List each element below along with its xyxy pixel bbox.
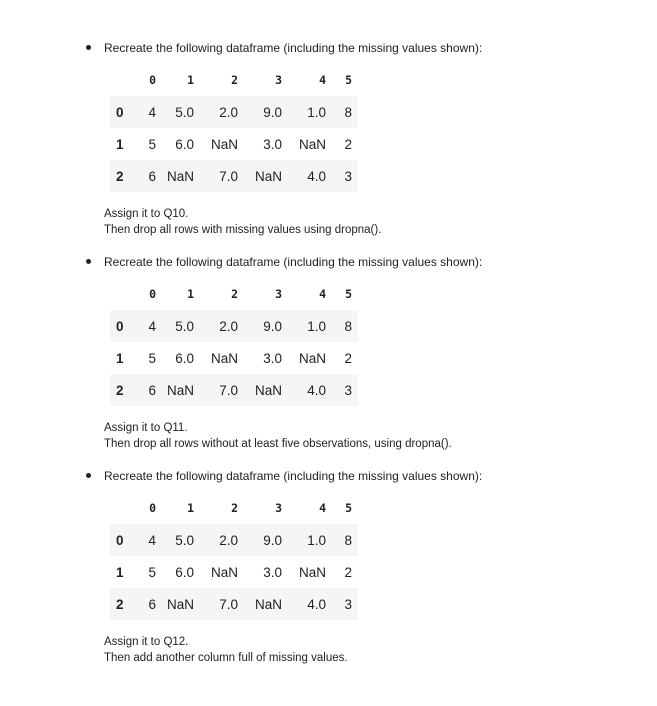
table-cell: 3.0 [238, 556, 282, 588]
column-header: 1 [156, 64, 194, 96]
table-cell: 8 [326, 524, 358, 556]
table-header-row [110, 64, 358, 96]
table-cell: 5 [142, 342, 156, 374]
header-index-cell [110, 278, 142, 310]
bullet-icon [86, 259, 91, 264]
table-cell: 2.0 [194, 524, 238, 556]
table-cell: 2 [326, 342, 358, 374]
exercise-note [104, 634, 348, 666]
column-header: 3 [238, 64, 282, 96]
table-cell: NaN [156, 160, 194, 192]
table-row [110, 556, 358, 588]
column-header: 2 [194, 64, 238, 96]
table-cell: 7.0 [194, 160, 238, 192]
table-cell: 2 [326, 556, 358, 588]
table-cell: 3.0 [238, 128, 282, 160]
note-line-instruction: Then drop all rows without at least five observations, using dropna(). [104, 438, 452, 450]
table-cell: 5.0 [156, 524, 194, 556]
header-index-cell [110, 492, 142, 524]
exercise-prompt: Recreate the following dataframe (including the missing values shown): [104, 41, 483, 55]
column-header: 0 [142, 64, 156, 96]
header-index-cell [110, 64, 142, 96]
table-cell: 6 [142, 374, 156, 406]
table-cell: 3 [326, 588, 358, 620]
exercise-note [104, 420, 452, 452]
table-cell: NaN [282, 342, 326, 374]
table-header-row [110, 278, 358, 310]
table-cell: 1.0 [282, 96, 326, 128]
table-cell: 6 [142, 160, 156, 192]
note-line-assign: Assign it to Q10. [104, 208, 189, 220]
table-cell: 9.0 [238, 524, 282, 556]
dataframe-table [110, 64, 358, 192]
table-cell: NaN [194, 128, 238, 160]
table-cell: NaN [238, 374, 282, 406]
table-cell: 2 [326, 128, 358, 160]
table-cell: NaN [282, 556, 326, 588]
column-header: 5 [326, 64, 358, 96]
column-header: 5 [326, 278, 358, 310]
column-header: 1 [156, 492, 194, 524]
row-index: 2 [110, 374, 142, 406]
exercise-prompt: Recreate the following dataframe (including the missing values shown): [104, 469, 483, 483]
table-cell: 9.0 [238, 96, 282, 128]
table-cell: 5.0 [156, 310, 194, 342]
table-row [110, 588, 358, 620]
bullet-icon [86, 45, 91, 50]
table-cell: NaN [156, 588, 194, 620]
table-cell: 3.0 [238, 342, 282, 374]
table-cell: NaN [194, 342, 238, 374]
dataframe-table [110, 278, 358, 406]
table-cell: 9.0 [238, 310, 282, 342]
column-header: 2 [194, 492, 238, 524]
row-index: 2 [110, 160, 142, 192]
table-row [110, 374, 358, 406]
row-index: 1 [110, 342, 142, 374]
row-index: 2 [110, 588, 142, 620]
table-cell: 7.0 [194, 588, 238, 620]
note-line-assign: Assign it to Q12. [104, 636, 189, 648]
table-cell: NaN [238, 588, 282, 620]
column-header: 1 [156, 278, 194, 310]
column-header: 0 [142, 278, 156, 310]
table-cell: 6.0 [156, 342, 194, 374]
table-cell: 2.0 [194, 96, 238, 128]
row-index: 1 [110, 556, 142, 588]
row-index: 1 [110, 128, 142, 160]
table-cell: 4.0 [282, 160, 326, 192]
table-header-row [110, 492, 358, 524]
table-cell: 8 [326, 310, 358, 342]
row-index: 0 [110, 96, 142, 128]
exercise-prompt: Recreate the following dataframe (including the missing values shown): [104, 255, 483, 269]
column-header: 4 [282, 64, 326, 96]
column-header: 5 [326, 492, 358, 524]
table-cell: 5 [142, 128, 156, 160]
table-row [110, 310, 358, 342]
table-cell: 3 [326, 160, 358, 192]
table-row [110, 524, 358, 556]
table-cell: 5.0 [156, 96, 194, 128]
table-cell: NaN [156, 374, 194, 406]
table-cell: 8 [326, 96, 358, 128]
table-cell: 6 [142, 588, 156, 620]
exercise-note [104, 206, 381, 238]
note-line-instruction: Then drop all rows with missing values using dropna(). [104, 224, 382, 236]
table-cell: 4 [142, 96, 156, 128]
column-header: 4 [282, 492, 326, 524]
note-line-assign: Assign it to Q11. [104, 422, 188, 434]
table-cell: 4 [142, 310, 156, 342]
table-cell: 3 [326, 374, 358, 406]
table-row [110, 96, 358, 128]
bullet-icon [86, 473, 91, 478]
column-header: 2 [194, 278, 238, 310]
table-cell: 1.0 [282, 524, 326, 556]
table-cell: 4 [142, 524, 156, 556]
table-cell: NaN [194, 556, 238, 588]
row-index: 0 [110, 310, 142, 342]
table-cell: 2.0 [194, 310, 238, 342]
column-header: 3 [238, 278, 282, 310]
column-header: 0 [142, 492, 156, 524]
note-line-instruction: Then add another column full of missing values. [104, 652, 348, 664]
row-index: 0 [110, 524, 142, 556]
table-row [110, 160, 358, 192]
table-cell: 4.0 [282, 374, 326, 406]
table-cell: 6.0 [156, 556, 194, 588]
column-header: 4 [282, 278, 326, 310]
dataframe-table [110, 492, 358, 620]
table-row [110, 128, 358, 160]
table-cell: 4.0 [282, 588, 326, 620]
table-row [110, 342, 358, 374]
table-cell: NaN [282, 128, 326, 160]
table-cell: NaN [238, 160, 282, 192]
table-cell: 1.0 [282, 310, 326, 342]
table-cell: 6.0 [156, 128, 194, 160]
table-cell: 7.0 [194, 374, 238, 406]
column-header: 3 [238, 492, 282, 524]
table-cell: 5 [142, 556, 156, 588]
